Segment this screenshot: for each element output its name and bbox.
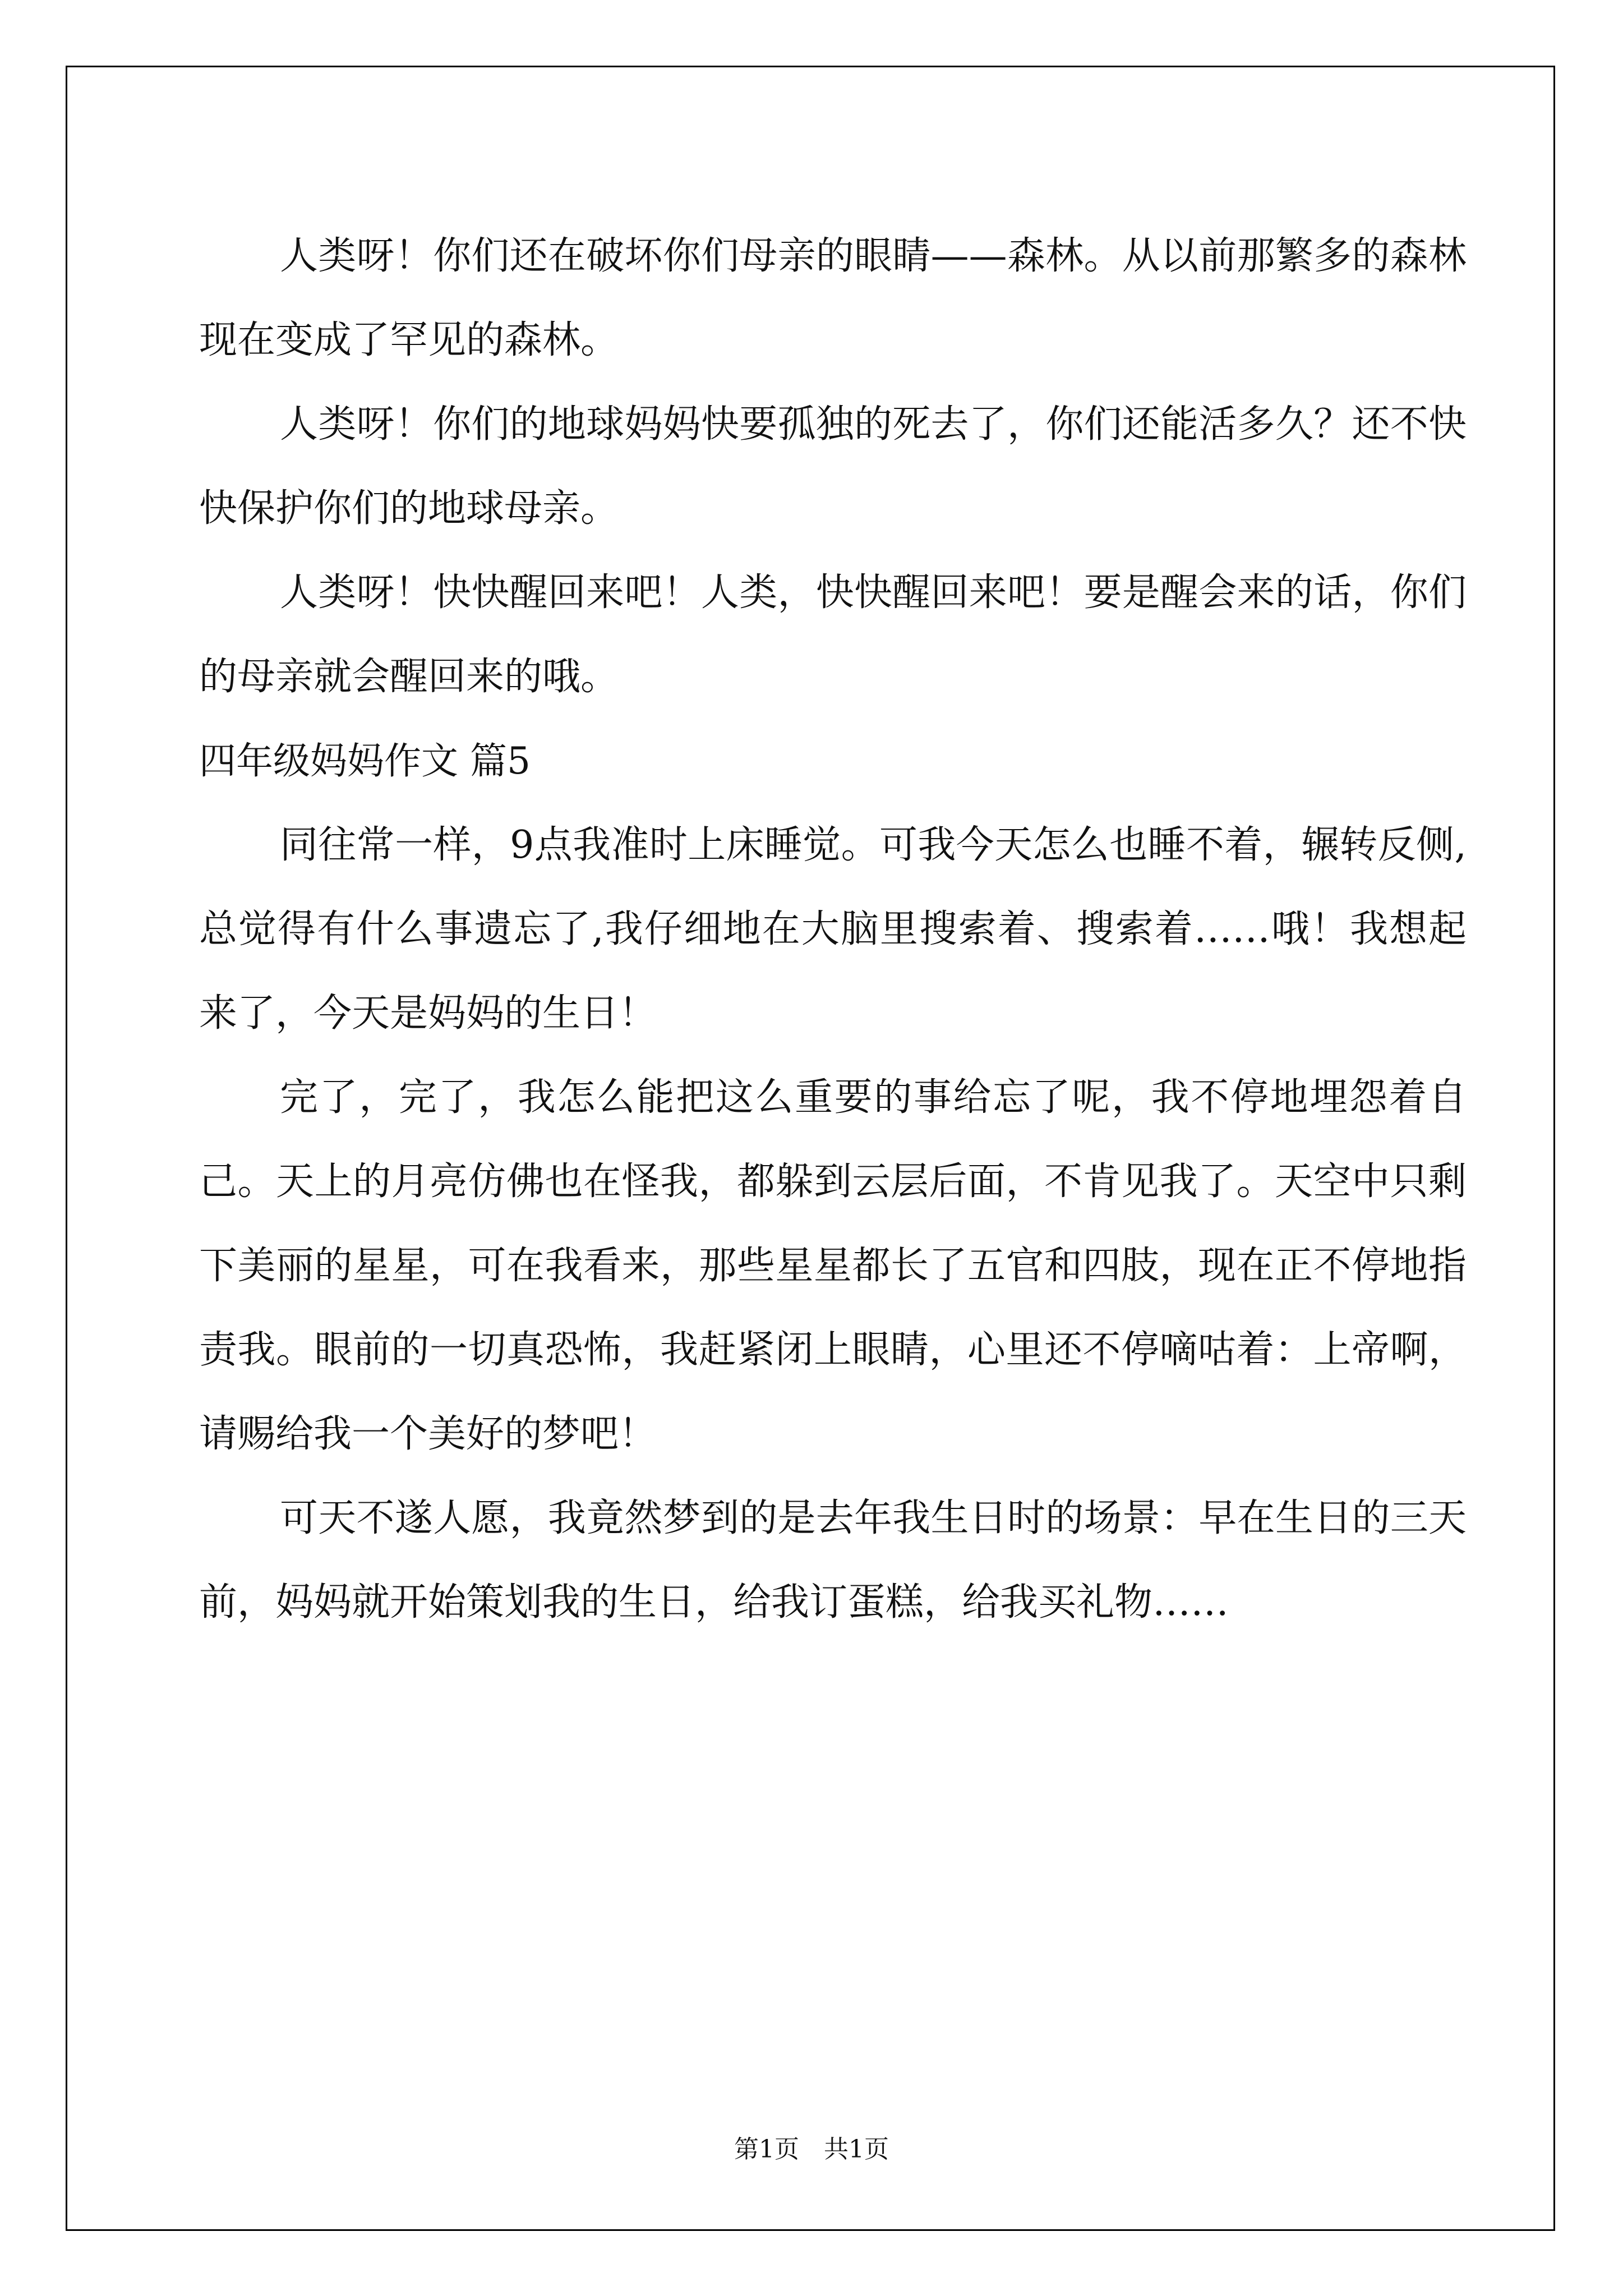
paragraph: 人类呀！快快醒回来吧！人类，快快醒回来吧！要是醒会来的话，你们的母亲就会醒回来的哦。 — [199, 570, 1467, 699]
document-body — [199, 214, 1467, 1645]
paragraph: 同往常一样，9点我准时上床睡觉。可我今天怎么也睡不着，辗转反侧,总觉得有什么事遗忘了,我仔细地在大脑里搜索着、搜索着……哦！我想起来了，今天是妈妈的生日！ — [199, 823, 1467, 1036]
paragraph: 人类呀！你们的地球妈妈快要孤独的死去了，你们还能活多久？还不快快保护你们的地球母亲。 — [199, 402, 1467, 531]
paragraph: 人类呀！你们还在破坏你们母亲的眼睛——森林。从以前那繁多的森林现在变成了罕见的森林。 — [199, 234, 1467, 362]
paragraph: 可天不遂人愿，我竟然梦到的是去年我生日时的场景：早在生日的三天前，妈妈就开始策划我的生日，给我订蛋糕，给我买礼物…… — [199, 1496, 1467, 1625]
paragraph: 完了，完了，我怎么能把这么重要的事给忘了呢，我不停地埋怨着自己。天上的月亮仿佛也在怪我，都躲到云层后面，不肯见我了。天空中只剩下美丽的星星，可在我看来，那些星星都长了五官和四肢，现在正不停地指责我。眼前的一切真恐怖，我赶紧闭上眼睛，心里还不停嘀咕着：上帝啊，请赐给我一个美好的梦吧！ — [199, 1075, 1467, 1456]
page-footer: 第1页 共1页 — [734, 2135, 889, 2164]
section-heading: 四年级妈妈作文 篇5 — [199, 739, 531, 783]
